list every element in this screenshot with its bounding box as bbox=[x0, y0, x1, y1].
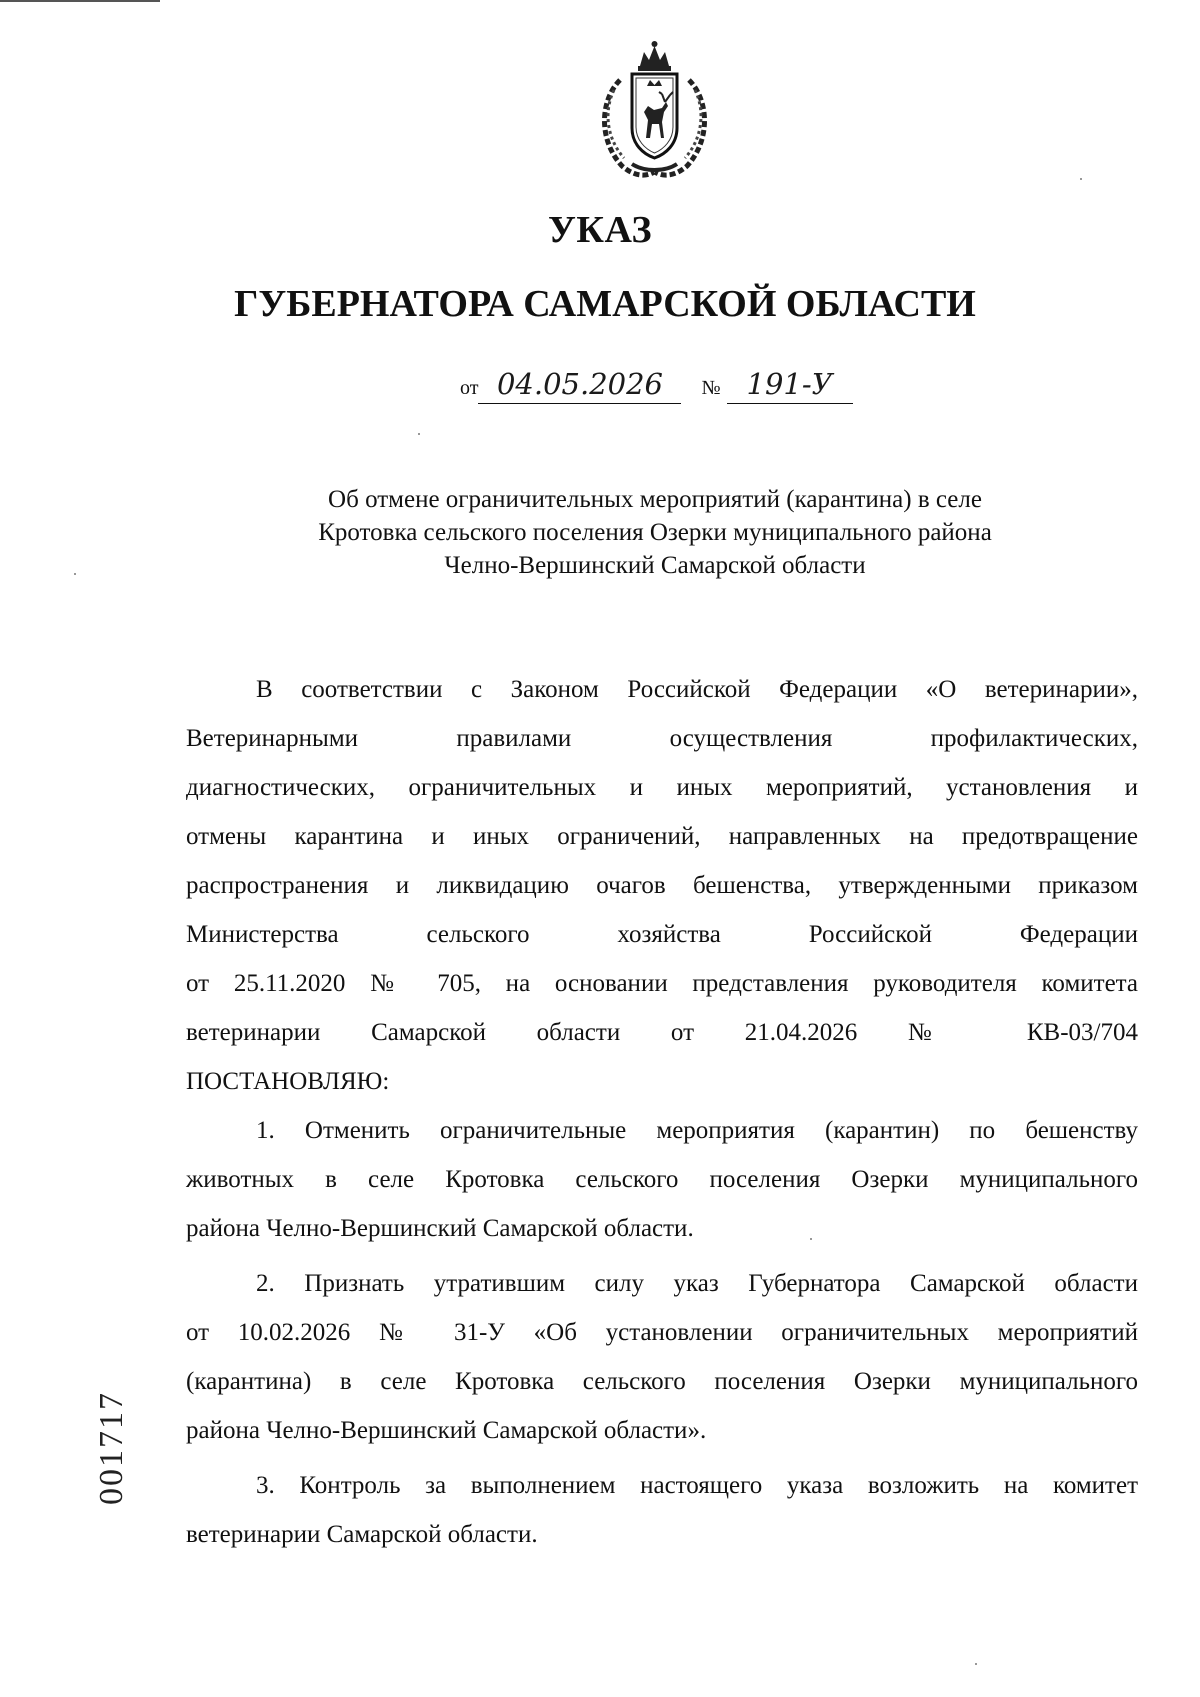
item-2-line: (карантина) в селе Кротовка сельского поселения Озерки муниципального bbox=[186, 1368, 1138, 1395]
issuer-title: ГУБЕРНАТОРА САМАРСКОЙ ОБЛАСТИ bbox=[234, 283, 976, 325]
subject-line: Челно-Вершинский Самарской области bbox=[444, 552, 866, 579]
preamble-line: распространения и ликвидацию очагов бешенства, утвержденными приказом bbox=[186, 872, 1138, 899]
item-2-line: от 10.02.2026 № 31-У «Об установлении ограничительных мероприятий bbox=[186, 1319, 1138, 1346]
item-2-line: 2. Признать утратившим силу указ Губернатора Самарской области bbox=[256, 1270, 1138, 1297]
preamble-line: В соответствии с Законом Российской Федерации «О ветеринарии», bbox=[256, 676, 1138, 703]
preamble-line: Ветеринарными правилами осуществления профилактических, bbox=[186, 725, 1138, 752]
margin-registration-number: 001717 bbox=[93, 1391, 130, 1505]
scan-speck bbox=[975, 1663, 977, 1665]
scan-edge-mark bbox=[0, 0, 160, 2]
item-1-line: животных в селе Кротовка сельского поселения Озерки муниципального bbox=[186, 1166, 1138, 1193]
preamble-line: ветеринарии Самарской области от 21.04.2026 № КВ-03/704 bbox=[186, 1019, 1138, 1046]
decree-body bbox=[186, 665, 1138, 1559]
number-label: № bbox=[701, 377, 721, 399]
item-1-line: 1. Отменить ограничительные мероприятия (карантин) по бешенству bbox=[256, 1117, 1138, 1144]
handwritten-date: 04.05.2026 bbox=[478, 367, 681, 404]
date-number-line bbox=[460, 360, 853, 404]
scan-speck bbox=[74, 573, 76, 575]
subject-line: Об отмене ограничительных мероприятий (карантина) в селе bbox=[328, 486, 982, 513]
resolution-word: ПОСТАНОВЛЯЮ: bbox=[186, 1068, 390, 1095]
item-3-line: ветеринарии Самарской области. bbox=[186, 1521, 538, 1548]
preamble-line: Министерства сельского хозяйства Российской Федерации bbox=[186, 921, 1138, 948]
item-3-line: 3. Контроль за выполнением настоящего указа возложить на комитет bbox=[256, 1472, 1138, 1499]
scan-speck bbox=[1080, 178, 1082, 180]
document-type-title: УКАЗ bbox=[548, 209, 652, 251]
preamble-line: от 25.11.2020 № 705, на основании представления руководителя комитета bbox=[186, 970, 1138, 997]
preamble-line: отмены карантина и иных ограничений, направленных на предотвращение bbox=[186, 823, 1138, 850]
scan-speck bbox=[810, 1238, 812, 1240]
date-label: от bbox=[460, 377, 479, 399]
item-1-line: района Челно-Вершинский Самарской области. bbox=[186, 1215, 694, 1242]
preamble-line: диагностических, ограничительных и иных мероприятий, установления и bbox=[186, 774, 1138, 801]
scan-speck bbox=[418, 433, 420, 435]
subject-line: Кротовка сельского поселения Озерки муниципального района bbox=[318, 519, 992, 546]
handwritten-number: 191-У bbox=[727, 367, 853, 404]
decree-subject bbox=[240, 483, 1070, 582]
coat-of-arms-icon bbox=[592, 40, 717, 180]
item-2-line: района Челно-Вершинский Самарской области». bbox=[186, 1417, 707, 1444]
